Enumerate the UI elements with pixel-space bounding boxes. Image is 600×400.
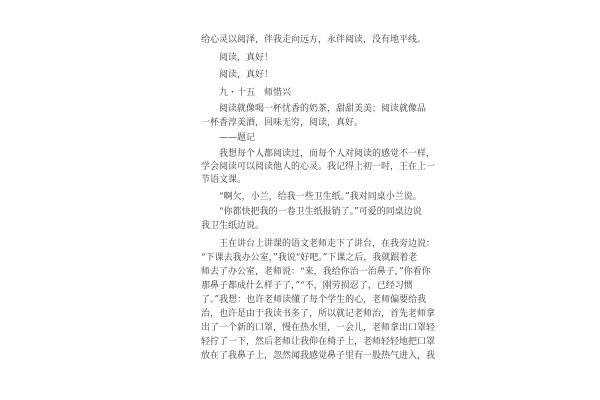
text-line: 阅读就像喝一杯忧香的奶茶，甜甜美美；阅读就像品 [219,104,427,114]
epigraph-label: ——题记 [219,133,256,143]
text-line: 放在了我鼻子上，忽然闻我感觉鼻子里有一股热气进入，我 [201,351,436,361]
text-line: 一杯香淳美酒，回味无穷，阅读，真好。 [201,118,364,128]
text-line: 师去了办公室，老师说：“来，我给你治一治鼻子，”你看你 [201,267,431,277]
text-line: 我卫生纸边说。 [201,221,265,231]
text-line: 学会阅读可以阅读他人的心灵。我记得上初一时，王在上一 [201,162,436,172]
text-line: 了。”我想：也许老师读懂了每个学生的心，老师偏要给我 [201,295,427,305]
text-line: “啊欠，小兰，给我一些卫生纸。”我对同桌小兰说。 [219,192,422,202]
text-line: 治，也许是由于我读书多了，所以就记老师治，首先老师拿 [201,309,436,319]
text-line: 我想每个人都阅读过，而每个人对阅读的感觉不一样， [219,149,436,159]
text-line: “下课去我办公室，”我说“好吧。”下课之后，我就跟着老 [201,253,418,263]
section-heading: 九・十五 师惜兴 [219,88,292,98]
text-line: 节语文课。 [201,175,247,185]
text-line: 出了一个新的口罩，慢在热水里，一会儿，老师拿出口罩轻 [201,323,436,333]
text-line: 那鼻子都成什么样子了，”“不，刚劳损忍了，已经习惯 [201,281,413,291]
text-line: 轻拧了一下，然后老师让我仰在椅子上，老师轻轻地把口罩 [201,337,436,347]
text-line: 阅读，真好！ [219,53,274,63]
text-line: “你都快把我的一卷卫生纸报销了。”可爱的同桌边说 [219,207,422,217]
text-line: 阅读，真好！ [219,70,274,80]
text-line: 王在讲台上讲课的语文老师走下了讲台，在我旁边说： [219,239,436,249]
text-line: 给心灵以阅泽，伴我走向远方，永伴阅读，没有地平线。 [201,35,427,45]
